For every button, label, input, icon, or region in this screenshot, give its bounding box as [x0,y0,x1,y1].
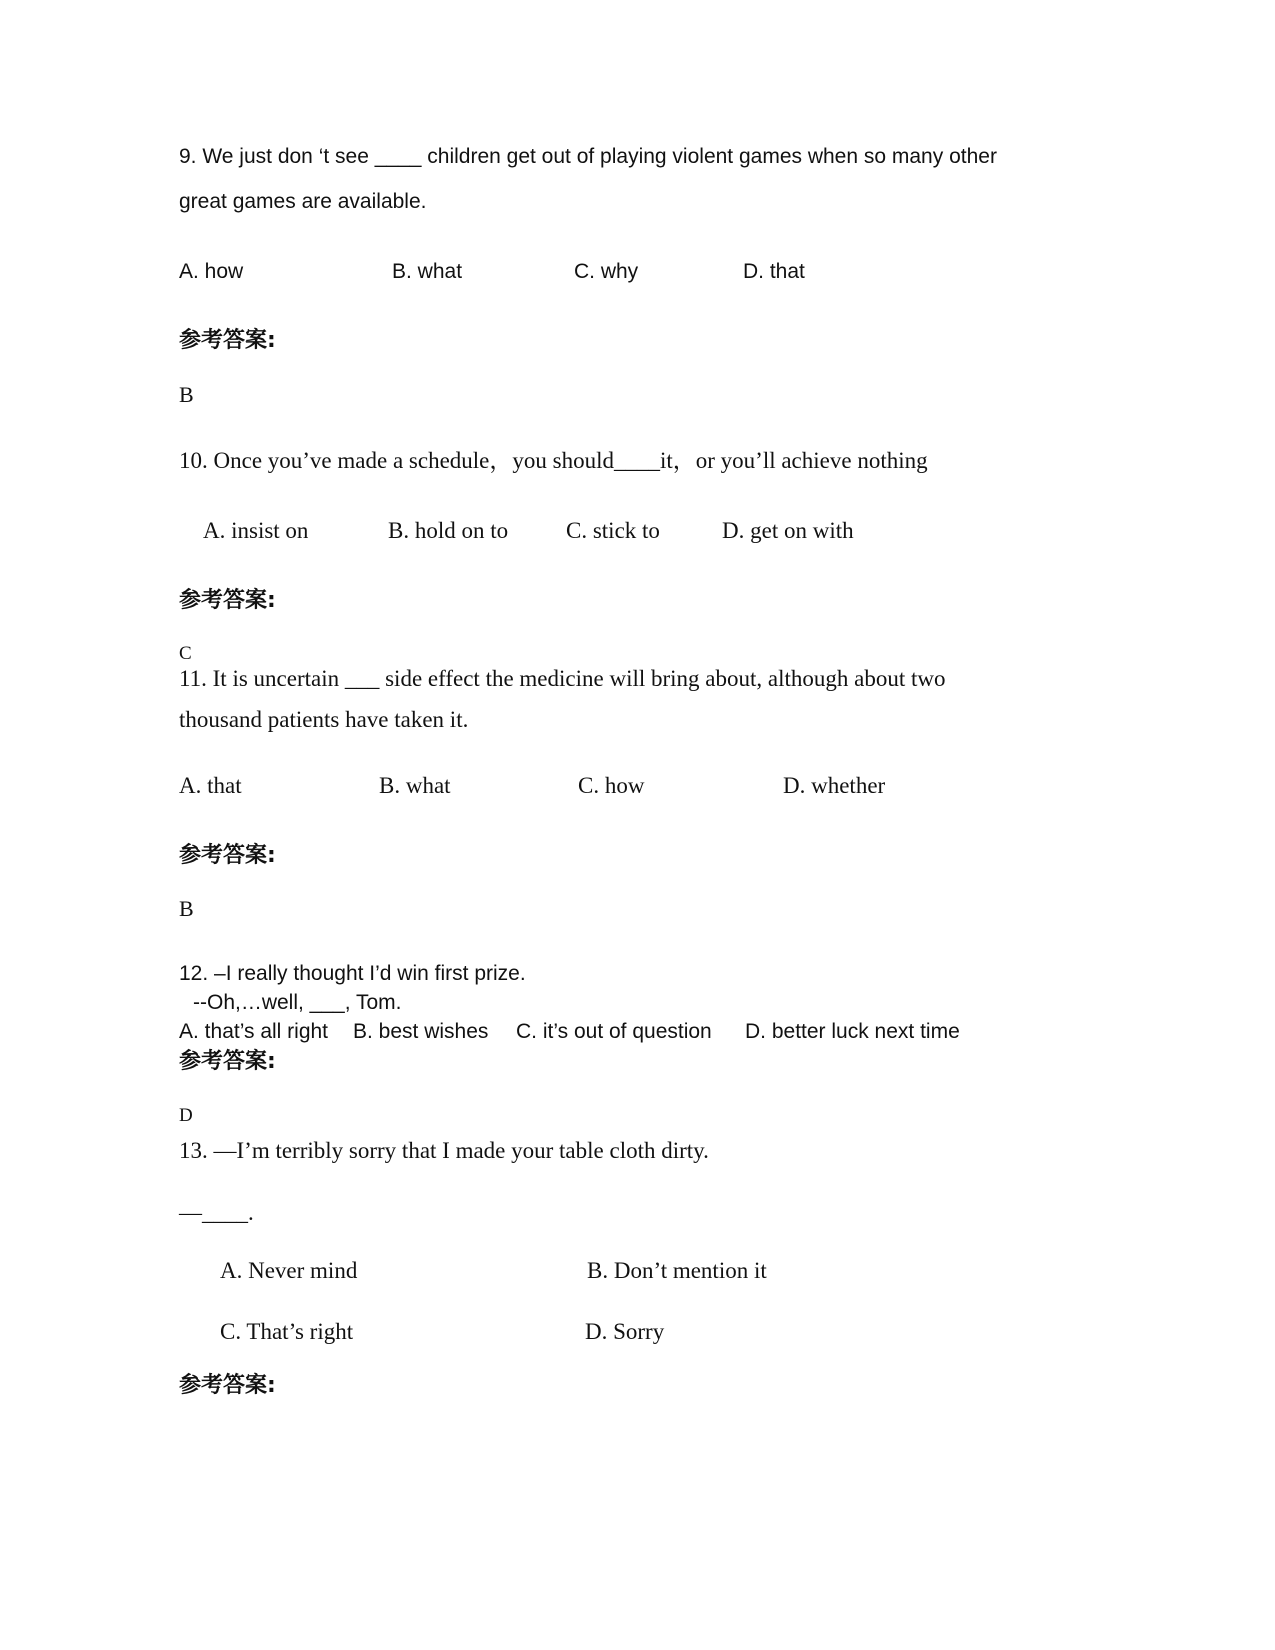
question-9-text-cont: great games are available. [179,190,427,213]
question-10-option-b: B. hold on to [388,518,509,543]
question-10-option-a: A. insist on [203,518,309,543]
question-9-text: 9. We just don ‘t see ____ children get out of playing violent games when so many other [179,145,997,168]
question-13-option-c: C. That’s right [220,1319,354,1344]
question-12-option-d: D. better luck next time [745,1020,960,1043]
question-11-text: 11. It is uncertain ___ side effect the medicine will bring about, although about two [179,666,946,691]
question-11-option-d: D. whether [783,773,886,798]
question-13-option-d: D. Sorry [585,1319,665,1344]
question-9-option-b: B. what [392,260,463,283]
question-12-option-a: A. that’s all right [179,1020,329,1043]
question-9-option-c: C. why [574,260,639,283]
question-9-answer: B [179,382,194,407]
question-11-answer: B [179,896,194,921]
question-10-option-c: C. stick to [566,518,660,543]
question-11-option-a: A. that [179,773,242,798]
question-12-answer: D [179,1105,193,1126]
question-13-text: 13. —I’m terribly sorry that I made your table cloth dirty. [179,1138,709,1163]
question-13-option-b: B. Don’t mention it [587,1258,767,1283]
question-12-text-cont: --Oh,…well, ___, Tom. [193,991,402,1014]
question-13-option-a: A. Never mind [220,1258,358,1283]
question-10-reference-label: 参考答案: [179,588,276,613]
question-9-reference-label: 参考答案: [179,328,276,353]
question-13-reference-label: 参考答案: [179,1373,276,1398]
question-10-text: 10. Once you’ve made a schedule，you should____it，or you’ll achieve nothing [179,448,928,473]
question-11-text-cont: thousand patients have taken it. [179,707,469,732]
question-11-option-b: B. what [379,773,451,798]
question-10-answer: C [179,643,192,664]
question-11-option-c: C. how [578,773,645,798]
question-11-reference-label: 参考答案: [179,843,276,868]
question-9-option-d: D. that [743,260,805,283]
question-12-reference-label: 参考答案: [179,1049,276,1074]
question-12-option-c: C. it’s out of question [516,1020,712,1043]
question-12-text: 12. –I really thought I’d win first prize. [179,962,526,985]
question-13-text-cont: —____. [179,1200,254,1225]
question-10-option-d: D. get on with [722,518,854,543]
question-9-option-a: A. how [179,260,244,283]
question-12-option-b: B. best wishes [353,1020,489,1043]
